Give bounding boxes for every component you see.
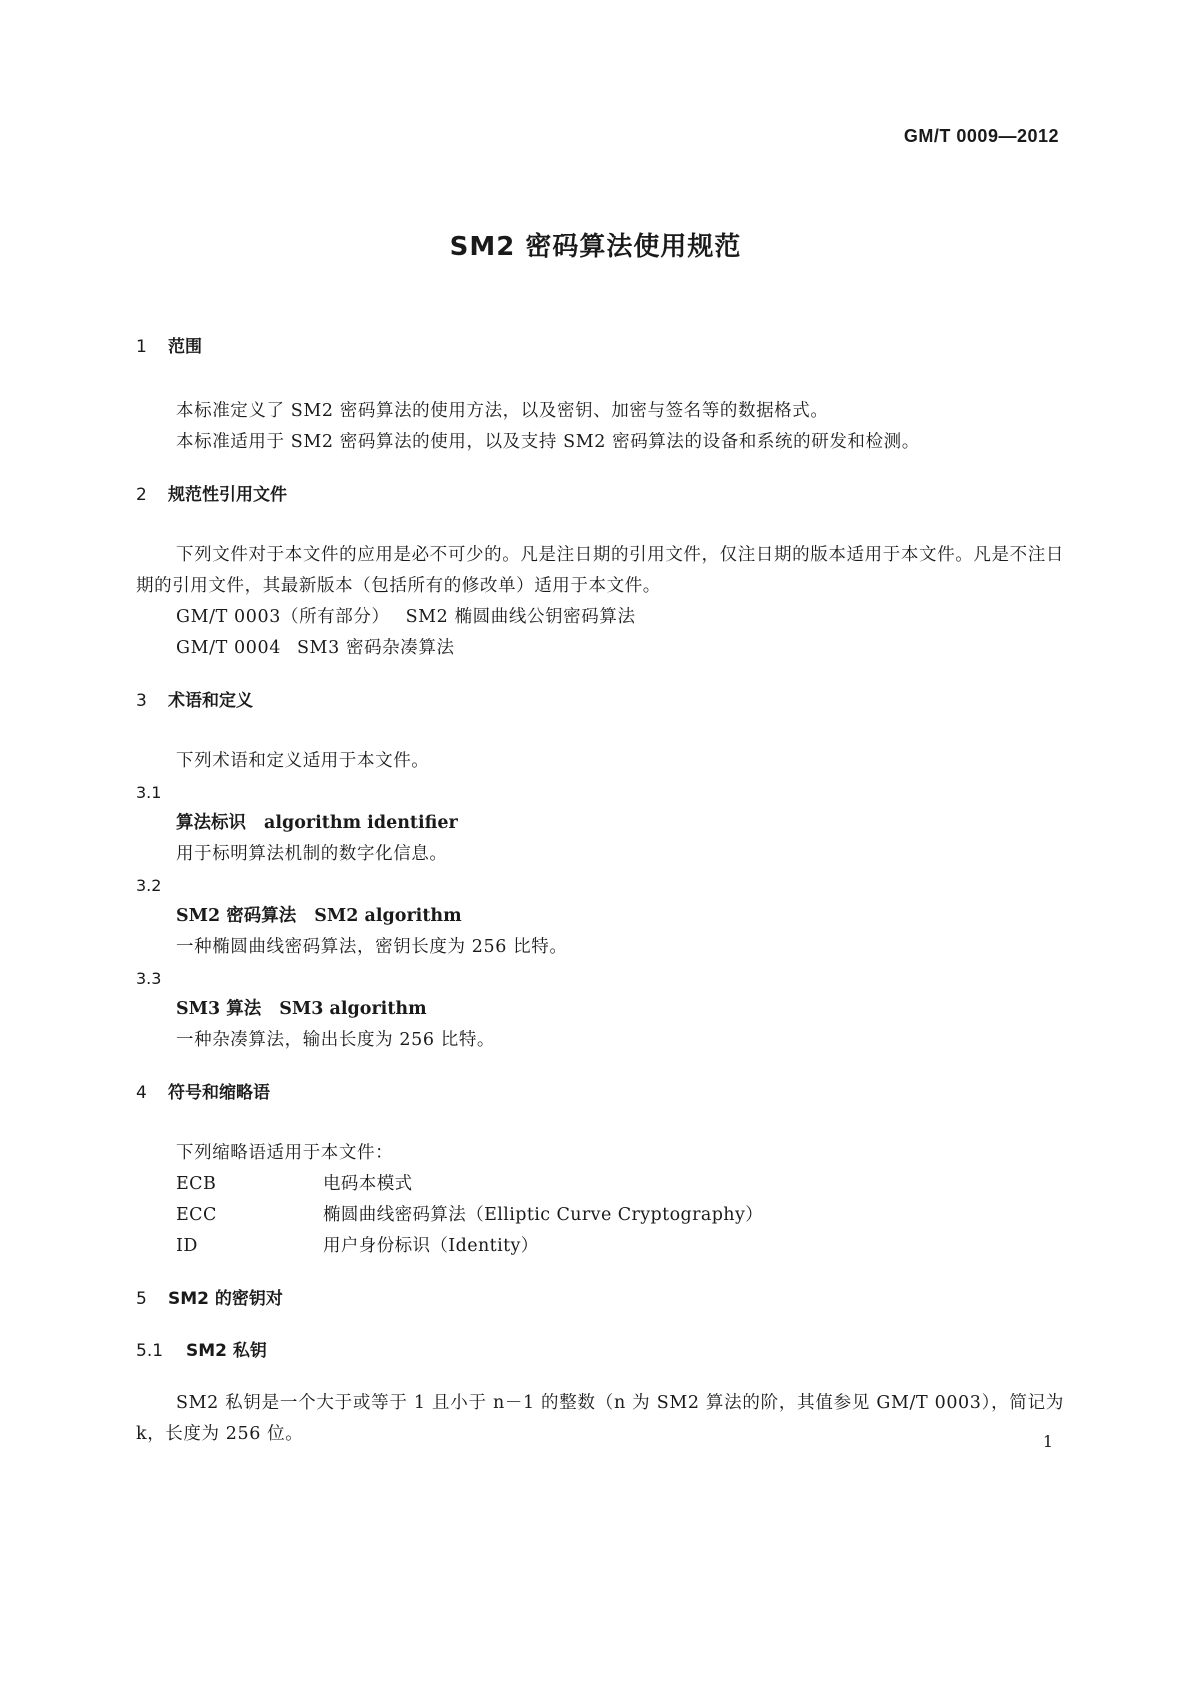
page-number: 1 bbox=[1042, 1432, 1053, 1451]
term-name-en: algorithm identifier bbox=[264, 813, 458, 833]
term-name-zh: 算法标识 bbox=[176, 813, 246, 833]
paragraph: 本标准适用于 SM2 密码算法的使用，以及支持 SM2 密码算法的设备和系统的研发和检测。 bbox=[176, 432, 920, 452]
document-body bbox=[136, 332, 1064, 1450]
paragraph: SM2 私钥是一个大于或等于 1 且小于 n－1 的整数（n 为 SM2 算法的阶，其值参见 GM/T 0003），简记为 k，长度为 256 位。 bbox=[136, 1393, 1064, 1444]
term-name bbox=[136, 808, 1064, 839]
section-number: 1 bbox=[136, 337, 147, 357]
reference-title: SM3 密码杂凑算法 bbox=[296, 638, 455, 658]
paragraph: 本标准定义了 SM2 密码算法的使用方法，以及密钥、加密与签名等的数据格式。 bbox=[176, 401, 829, 421]
section-title: 符号和缩略语 bbox=[168, 1083, 270, 1103]
section-number: 2 bbox=[136, 485, 147, 505]
section-number: 4 bbox=[136, 1083, 147, 1103]
reference-item bbox=[136, 602, 1064, 633]
standard-code: GM/T 0009—2012 bbox=[903, 126, 1059, 146]
paragraph: 下列文件对于本文件的应用是必不可少的。凡是注日期的引用文件，仅注日期的版本适用于本文件。凡是不注日期的引用文件，其最新版本（包括所有的修改单）适用于本文件。 bbox=[136, 545, 1064, 596]
section-title: 术语和定义 bbox=[168, 691, 253, 711]
term-name-en: SM3 algorithm bbox=[279, 999, 427, 1019]
reference-item bbox=[136, 633, 1064, 664]
section-2-heading bbox=[136, 480, 1064, 510]
abbreviation-row bbox=[136, 1231, 1064, 1262]
term-number: 3.1 bbox=[136, 783, 162, 802]
paragraph: 下列术语和定义适用于本文件。 bbox=[176, 751, 430, 771]
section-title: 范围 bbox=[168, 337, 202, 357]
section-3-heading bbox=[136, 686, 1064, 716]
term-name bbox=[136, 901, 1064, 932]
section-title: SM2 的密钥对 bbox=[168, 1289, 283, 1309]
abbreviation: ECC bbox=[176, 1205, 217, 1225]
section-4-heading bbox=[136, 1078, 1064, 1108]
term-number: 3.3 bbox=[136, 969, 162, 988]
term-number: 3.2 bbox=[136, 876, 162, 895]
term-name-zh: SM3 算法 bbox=[176, 999, 262, 1019]
section-number: 5 bbox=[136, 1289, 147, 1309]
subsection-title: SM2 私钥 bbox=[186, 1341, 267, 1361]
abbreviation-desc: 用户身份标识（Identity） bbox=[323, 1236, 539, 1256]
term-name-zh: SM2 密码算法 bbox=[176, 906, 297, 926]
abbreviation-desc: 椭圆曲线密码算法（Elliptic Curve Cryptography） bbox=[323, 1205, 764, 1225]
section-1-heading bbox=[136, 332, 1064, 362]
term-definition: 一种杂凑算法，输出长度为 256 比特。 bbox=[176, 1030, 496, 1050]
section-number: 3 bbox=[136, 691, 147, 711]
reference-title: SM2 椭圆曲线公钥密码算法 bbox=[405, 607, 636, 627]
abbreviation-desc: 电码本模式 bbox=[323, 1174, 413, 1194]
subsection-number: 5.1 bbox=[136, 1341, 164, 1361]
abbreviation-row bbox=[136, 1200, 1064, 1231]
section-title: 规范性引用文件 bbox=[168, 485, 287, 505]
reference-code: GM/T 0004 bbox=[176, 638, 281, 658]
term-definition: 用于标明算法机制的数字化信息。 bbox=[176, 844, 448, 864]
section-5-heading bbox=[136, 1284, 1064, 1314]
abbreviation: ECB bbox=[176, 1174, 217, 1194]
abbreviation-row bbox=[136, 1169, 1064, 1200]
abbreviation: ID bbox=[176, 1236, 198, 1256]
paragraph: 下列缩略语适用于本文件： bbox=[176, 1143, 394, 1163]
term-name bbox=[136, 994, 1064, 1025]
subsection-5-1-heading bbox=[136, 1336, 1064, 1366]
document-title: SM2 密码算法使用规范 bbox=[449, 232, 742, 262]
term-definition: 一种椭圆曲线密码算法，密钥长度为 256 比特。 bbox=[176, 937, 568, 957]
term-name-en: SM2 algorithm bbox=[314, 906, 462, 926]
reference-code: GM/T 0003（所有部分） bbox=[176, 607, 390, 627]
